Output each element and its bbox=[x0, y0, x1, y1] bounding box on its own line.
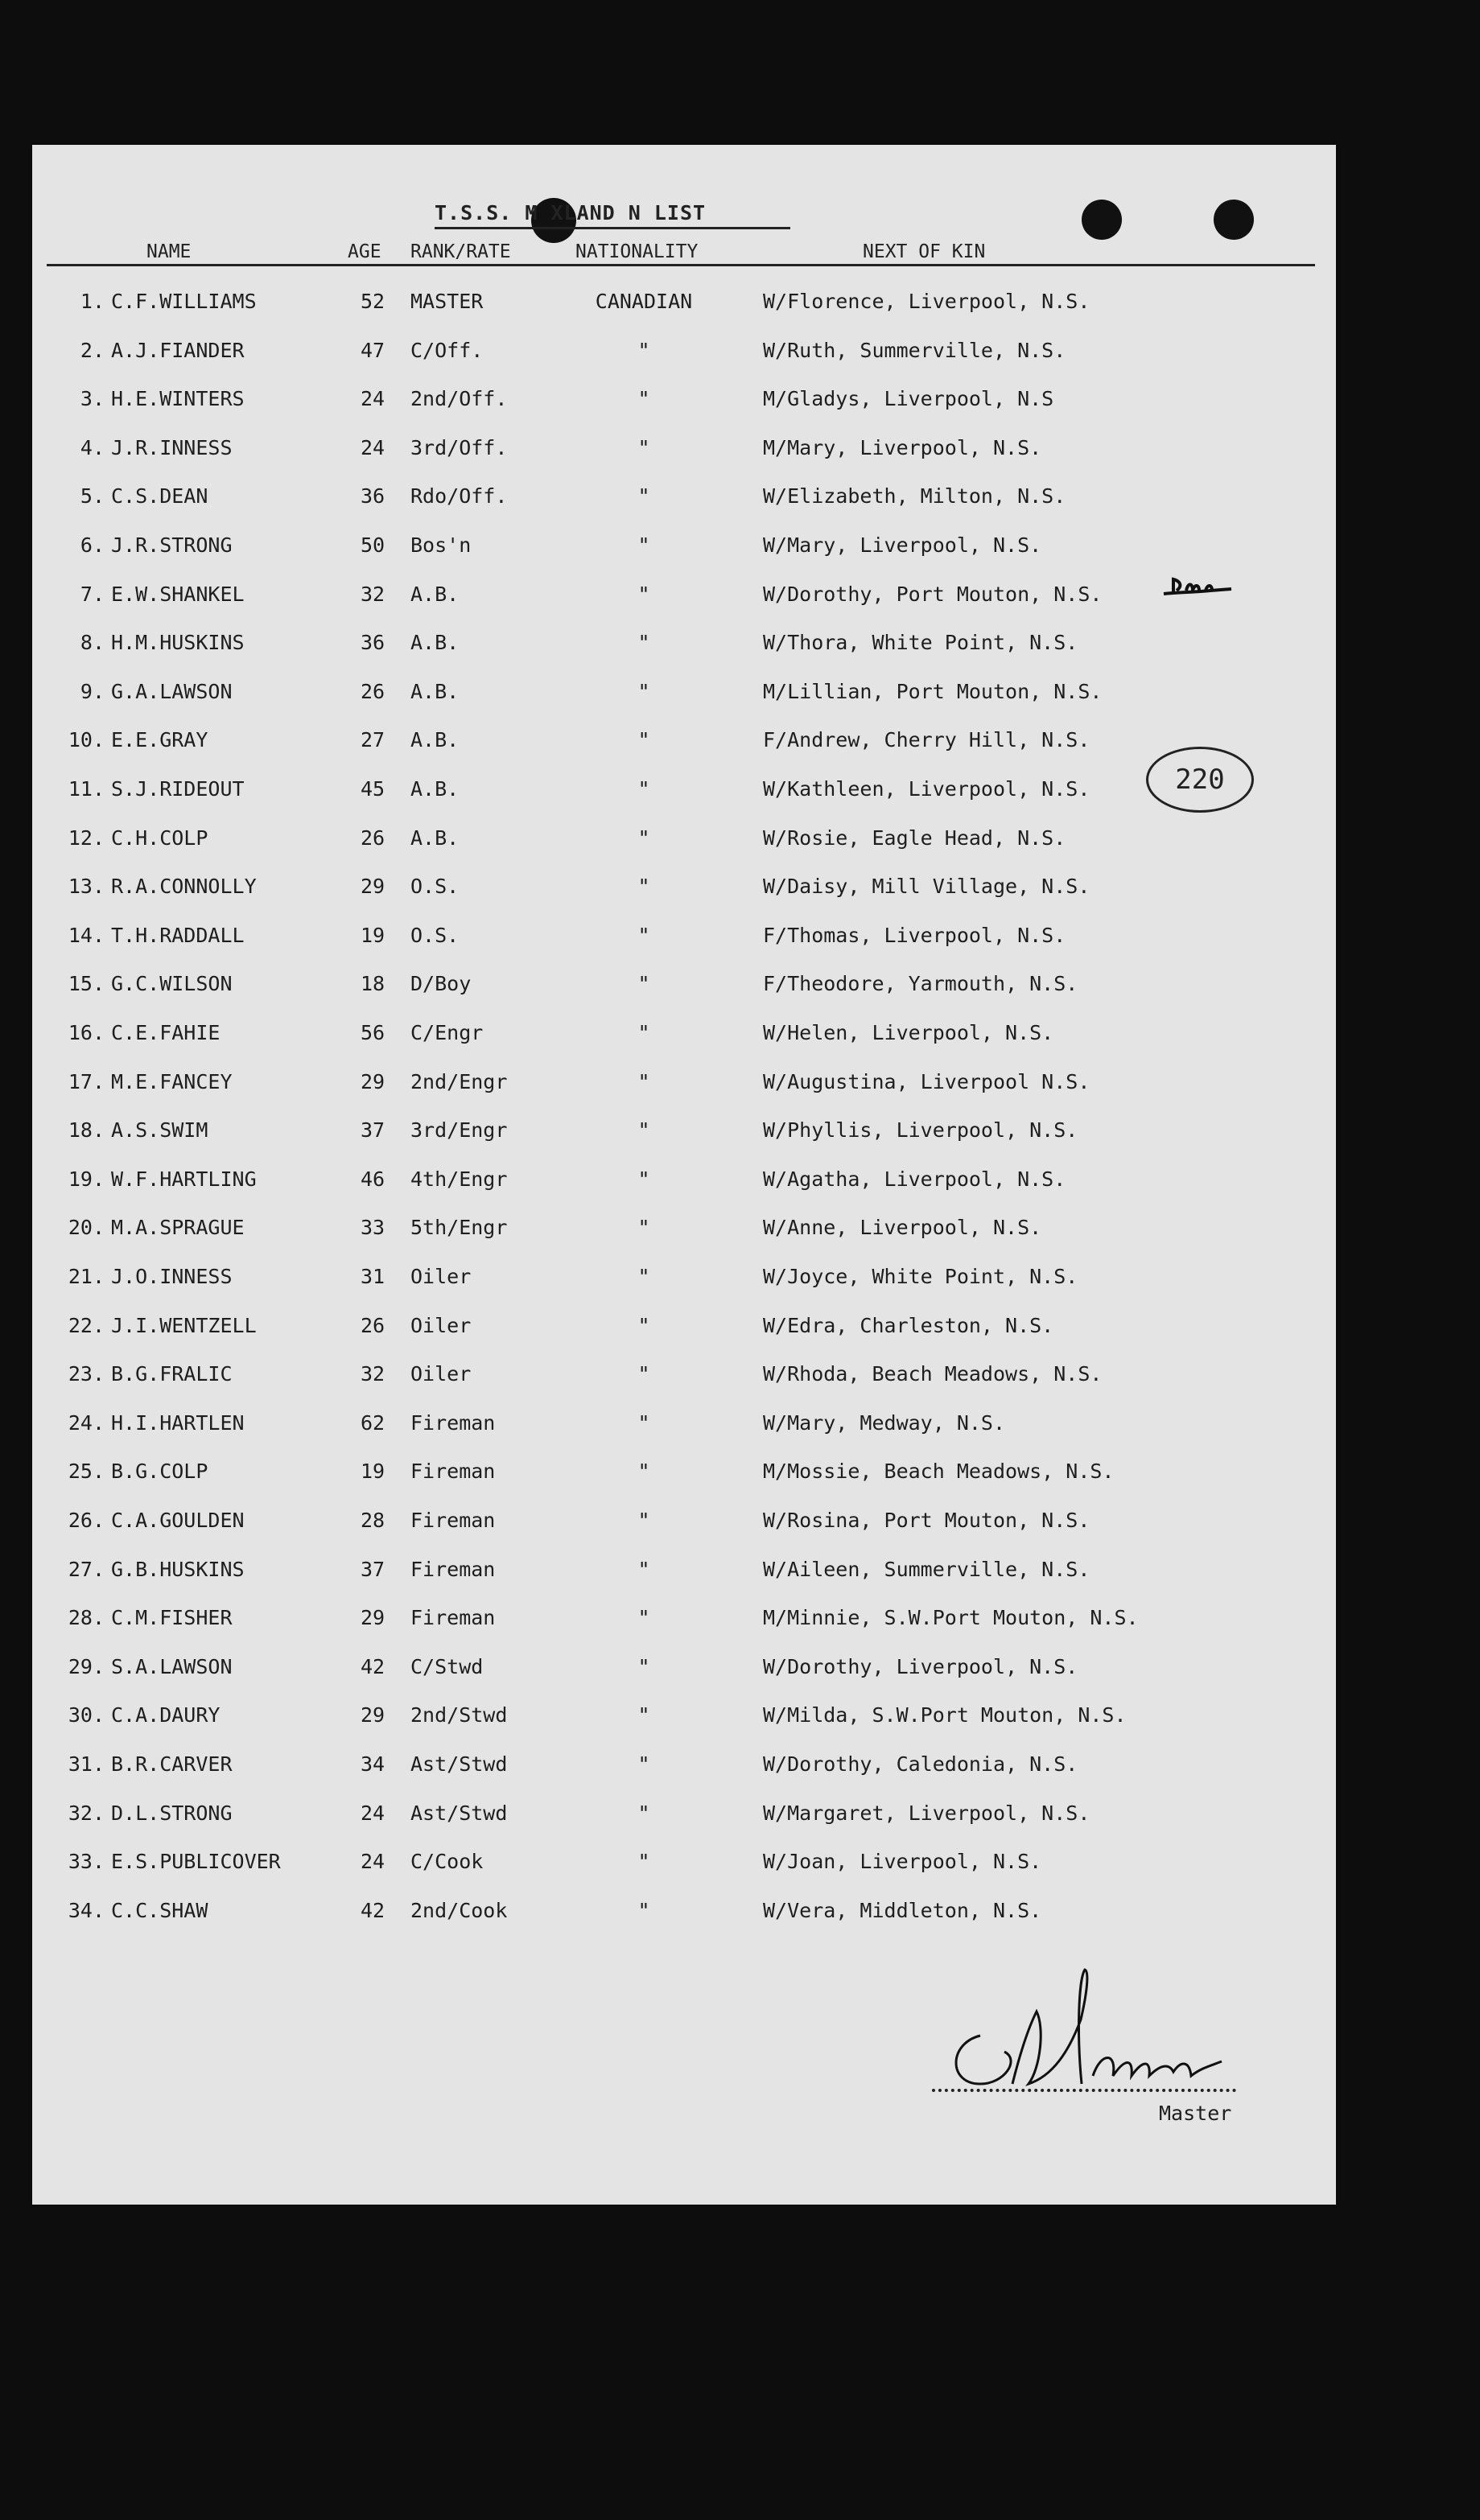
crew-rank: Bos'n bbox=[410, 533, 472, 557]
crew-rank: Oiler bbox=[410, 1265, 472, 1288]
crew-nationality: " bbox=[637, 728, 650, 752]
crew-number: 7. bbox=[80, 582, 105, 606]
crew-number: 10. bbox=[68, 728, 105, 752]
crew-number: 2. bbox=[80, 338, 105, 362]
crew-row bbox=[0, 1314, 1480, 1362]
crew-nationality: " bbox=[637, 1509, 650, 1532]
crew-age: 19 bbox=[361, 923, 385, 947]
crew-next-of-kin: W/Kathleen, Liverpool, N.S. bbox=[763, 777, 1090, 801]
crew-rank: C/Stwd bbox=[410, 1654, 484, 1678]
crew-rank: Fireman bbox=[410, 1460, 496, 1484]
crew-age: 47 bbox=[361, 338, 385, 362]
crew-nationality: " bbox=[637, 1557, 650, 1581]
crew-nationality: " bbox=[637, 1850, 650, 1874]
crew-rank: Fireman bbox=[410, 1509, 496, 1532]
crew-name: J.I.WENTZELL bbox=[111, 1313, 257, 1337]
crew-nationality: CANADIAN bbox=[595, 290, 693, 313]
crew-rank: Fireman bbox=[410, 1410, 496, 1435]
crew-number: 16. bbox=[68, 1021, 105, 1044]
crew-rank: Oiler bbox=[410, 1362, 472, 1386]
crew-age: 32 bbox=[361, 1362, 385, 1386]
crew-name: B.G.COLP bbox=[111, 1460, 208, 1484]
crew-name: C.M.FISHER bbox=[111, 1606, 233, 1630]
crew-name: C.S.DEAN bbox=[111, 484, 208, 509]
crew-nationality: " bbox=[637, 679, 650, 703]
crew-name: T.H.RADDALL bbox=[111, 923, 245, 947]
crew-rank: A.B. bbox=[410, 679, 460, 703]
crew-number: 26. bbox=[68, 1509, 105, 1532]
crew-next-of-kin: W/Florence, Liverpool, N.S. bbox=[763, 290, 1090, 313]
crew-rank: Ast/Stwd bbox=[410, 1801, 508, 1825]
crew-next-of-kin: W/Joyce, White Point, N.S. bbox=[763, 1265, 1078, 1288]
crew-nationality: " bbox=[637, 826, 650, 850]
crew-next-of-kin: M/Minnie, S.W.Port Mouton, N.S. bbox=[763, 1606, 1139, 1630]
header-rule bbox=[47, 264, 1315, 266]
crew-row bbox=[0, 1411, 1480, 1460]
crew-name: C.A.GOULDEN bbox=[111, 1509, 245, 1532]
crew-nationality: " bbox=[637, 484, 650, 509]
crew-age: 31 bbox=[361, 1265, 385, 1288]
crew-number: 30. bbox=[68, 1703, 105, 1727]
crew-name: G.A.LAWSON bbox=[111, 679, 233, 703]
crew-name: C.C.SHAW bbox=[111, 1898, 208, 1922]
crew-number: 23. bbox=[68, 1362, 105, 1386]
crew-next-of-kin: W/Dorothy, Liverpool, N.S. bbox=[763, 1654, 1078, 1678]
crew-row bbox=[0, 1118, 1480, 1167]
crew-next-of-kin: W/Aileen, Summerville, N.S. bbox=[763, 1557, 1090, 1581]
crew-name: C.A.DAURY bbox=[111, 1703, 221, 1727]
crew-row bbox=[0, 290, 1480, 338]
crew-row bbox=[0, 339, 1480, 387]
crew-name: C.E.FAHIE bbox=[111, 1021, 221, 1044]
crew-row bbox=[0, 1216, 1480, 1264]
crew-name: D.L.STRONG bbox=[111, 1801, 233, 1825]
crew-name: C.H.COLP bbox=[111, 826, 208, 850]
page-number-stamp: 220 bbox=[1146, 747, 1254, 813]
crew-name: M.A.SPRAGUE bbox=[111, 1216, 245, 1240]
crew-rank: C/Cook bbox=[410, 1850, 484, 1874]
crew-row bbox=[0, 1167, 1480, 1216]
crew-name: W.F.HARTLING bbox=[111, 1167, 257, 1191]
crew-nationality: " bbox=[637, 923, 650, 947]
crew-nationality: " bbox=[637, 435, 650, 459]
crew-rank: A.B. bbox=[410, 728, 460, 752]
crew-next-of-kin: W/Dorothy, Caledonia, N.S. bbox=[763, 1752, 1078, 1776]
crew-nationality: " bbox=[637, 387, 650, 411]
crew-rank: Oiler bbox=[410, 1313, 472, 1337]
crew-age: 24 bbox=[361, 1850, 385, 1874]
crew-age: 36 bbox=[361, 631, 385, 655]
crew-number: 5. bbox=[80, 484, 105, 509]
crew-age: 37 bbox=[361, 1557, 385, 1581]
signature-line bbox=[932, 2089, 1236, 2092]
crew-age: 24 bbox=[361, 435, 385, 459]
crew-next-of-kin: W/Agatha, Liverpool, N.S. bbox=[763, 1167, 1066, 1191]
crew-next-of-kin: W/Anne, Liverpool, N.S. bbox=[763, 1216, 1042, 1240]
crew-row bbox=[0, 1850, 1480, 1898]
crew-row bbox=[0, 1703, 1480, 1752]
crew-number: 29. bbox=[68, 1654, 105, 1678]
crew-age: 62 bbox=[361, 1410, 385, 1435]
crew-next-of-kin: M/Lillian, Port Mouton, N.S. bbox=[763, 679, 1103, 703]
header-nationality: NATIONALITY bbox=[575, 241, 699, 262]
crew-row bbox=[0, 1265, 1480, 1313]
crew-age: 28 bbox=[361, 1509, 385, 1532]
crew-number: 21. bbox=[68, 1265, 105, 1288]
signature-title: Master bbox=[1159, 2102, 1232, 2125]
crew-rank: D/Boy bbox=[410, 972, 472, 996]
crew-row bbox=[0, 1801, 1480, 1850]
crew-name: H.E.WINTERS bbox=[111, 387, 245, 411]
crew-number: 33. bbox=[68, 1850, 105, 1874]
crew-number: 4. bbox=[80, 435, 105, 459]
crew-name: M.E.FANCEY bbox=[111, 1069, 233, 1093]
crew-next-of-kin: W/Augustina, Liverpool N.S. bbox=[763, 1069, 1090, 1093]
crew-next-of-kin: W/Rosina, Port Mouton, N.S. bbox=[763, 1509, 1090, 1532]
crew-nationality: " bbox=[637, 1606, 650, 1630]
crew-rank: 2nd/Cook bbox=[410, 1898, 508, 1922]
crew-age: 27 bbox=[361, 728, 385, 752]
crew-rank: Fireman bbox=[410, 1606, 496, 1630]
crew-name: J.O.INNESS bbox=[111, 1265, 233, 1288]
master-signature bbox=[932, 1963, 1238, 2108]
crew-name: S.J.RIDEOUT bbox=[111, 777, 245, 801]
header-name: NAME bbox=[146, 241, 192, 262]
crew-nationality: " bbox=[637, 1216, 650, 1240]
crew-name: R.A.CONNOLLY bbox=[111, 875, 257, 899]
crew-number: 28. bbox=[68, 1606, 105, 1630]
crew-number: 20. bbox=[68, 1216, 105, 1240]
crew-row bbox=[0, 1021, 1480, 1069]
crew-name: A.S.SWIM bbox=[111, 1118, 208, 1143]
crew-age: 24 bbox=[361, 387, 385, 411]
crew-rank: MASTER bbox=[410, 290, 484, 313]
crew-rank: C/Off. bbox=[410, 338, 484, 362]
crew-row bbox=[0, 777, 1480, 826]
crew-row bbox=[0, 1460, 1480, 1508]
crew-rank: 2nd/Stwd bbox=[410, 1703, 508, 1727]
handwritten-mark bbox=[1162, 574, 1235, 604]
crew-name: E.S.PUBLICOVER bbox=[111, 1850, 281, 1874]
punch-hole bbox=[1214, 200, 1254, 240]
crew-next-of-kin: M/Mossie, Beach Meadows, N.S. bbox=[763, 1460, 1115, 1484]
crew-name: A.J.FIANDER bbox=[111, 338, 245, 362]
crew-number: 13. bbox=[68, 875, 105, 899]
crew-age: 26 bbox=[361, 826, 385, 850]
crew-number: 32. bbox=[68, 1801, 105, 1825]
crew-rank: A.B. bbox=[410, 826, 460, 850]
crew-age: 52 bbox=[361, 290, 385, 313]
crew-nationality: " bbox=[637, 1801, 650, 1825]
crew-row bbox=[0, 875, 1480, 923]
crew-nationality: " bbox=[637, 1362, 650, 1386]
crew-age: 26 bbox=[361, 679, 385, 703]
crew-age: 56 bbox=[361, 1021, 385, 1044]
crew-next-of-kin: W/Edra, Charleston, N.S. bbox=[763, 1313, 1054, 1337]
crew-rank: 4th/Engr bbox=[410, 1167, 508, 1191]
crew-age: 37 bbox=[361, 1118, 385, 1143]
crew-number: 31. bbox=[68, 1752, 105, 1776]
crew-nationality: " bbox=[637, 1654, 650, 1678]
header-next-of-kin: NEXT OF KIN bbox=[863, 241, 986, 262]
crew-name: J.R.INNESS bbox=[111, 435, 233, 459]
crew-number: 8. bbox=[80, 631, 105, 655]
crew-age: 42 bbox=[361, 1898, 385, 1922]
crew-rank: Rdo/Off. bbox=[410, 484, 508, 509]
crew-next-of-kin: F/Thomas, Liverpool, N.S. bbox=[763, 923, 1066, 947]
crew-row bbox=[0, 387, 1480, 435]
crew-row bbox=[0, 436, 1480, 484]
crew-age: 29 bbox=[361, 1606, 385, 1630]
crew-name: B.G.FRALIC bbox=[111, 1362, 233, 1386]
crew-name: E.E.GRAY bbox=[111, 728, 208, 752]
crew-next-of-kin: W/Milda, S.W.Port Mouton, N.S. bbox=[763, 1703, 1127, 1727]
crew-next-of-kin: W/Rosie, Eagle Head, N.S. bbox=[763, 826, 1066, 850]
crew-next-of-kin: F/Theodore, Yarmouth, N.S. bbox=[763, 972, 1078, 996]
crew-number: 24. bbox=[68, 1410, 105, 1435]
crew-rank: 3rd/Off. bbox=[410, 435, 508, 459]
crew-name: E.W.SHANKEL bbox=[111, 582, 245, 606]
crew-nationality: " bbox=[637, 1703, 650, 1727]
crew-rank: O.S. bbox=[410, 875, 460, 899]
crew-next-of-kin: W/Helen, Liverpool, N.S. bbox=[763, 1021, 1054, 1044]
crew-age: 29 bbox=[361, 875, 385, 899]
crew-name: S.A.LAWSON bbox=[111, 1654, 233, 1678]
crew-nationality: " bbox=[637, 875, 650, 899]
punch-hole bbox=[1082, 200, 1122, 240]
crew-number: 27. bbox=[68, 1557, 105, 1581]
crew-nationality: " bbox=[637, 533, 650, 557]
crew-next-of-kin: M/Mary, Liverpool, N.S. bbox=[763, 435, 1042, 459]
crew-rank: Ast/Stwd bbox=[410, 1752, 508, 1776]
crew-row bbox=[0, 1655, 1480, 1703]
crew-row bbox=[0, 1606, 1480, 1654]
crew-nationality: " bbox=[637, 631, 650, 655]
crew-rank: A.B. bbox=[410, 631, 460, 655]
crew-nationality: " bbox=[637, 338, 650, 362]
crew-nationality: " bbox=[637, 972, 650, 996]
crew-rank: 2nd/Engr bbox=[410, 1069, 508, 1093]
crew-number: 19. bbox=[68, 1167, 105, 1191]
crew-nationality: " bbox=[637, 1752, 650, 1776]
crew-name: H.M.HUSKINS bbox=[111, 631, 245, 655]
crew-row bbox=[0, 1752, 1480, 1801]
crew-nationality: " bbox=[637, 1313, 650, 1337]
crew-next-of-kin: W/Margaret, Liverpool, N.S. bbox=[763, 1801, 1090, 1825]
crew-number: 34. bbox=[68, 1898, 105, 1922]
crew-row bbox=[0, 631, 1480, 679]
crew-age: 33 bbox=[361, 1216, 385, 1240]
crew-row bbox=[0, 972, 1480, 1020]
crew-name: B.R.CARVER bbox=[111, 1752, 233, 1776]
crew-rank: 3rd/Engr bbox=[410, 1118, 508, 1143]
crew-next-of-kin: W/Ruth, Summerville, N.S. bbox=[763, 338, 1066, 362]
crew-nationality: " bbox=[637, 1167, 650, 1191]
crew-row bbox=[0, 583, 1480, 631]
crew-number: 3. bbox=[80, 387, 105, 411]
crew-number: 14. bbox=[68, 923, 105, 947]
crew-rank: O.S. bbox=[410, 923, 460, 947]
crew-rank: C/Engr bbox=[410, 1021, 484, 1044]
crew-next-of-kin: W/Elizabeth, Milton, N.S. bbox=[763, 484, 1066, 509]
crew-nationality: " bbox=[637, 1021, 650, 1044]
crew-next-of-kin: W/Thora, White Point, N.S. bbox=[763, 631, 1078, 655]
crew-next-of-kin: W/Vera, Middleton, N.S. bbox=[763, 1898, 1042, 1922]
crew-nationality: " bbox=[637, 1069, 650, 1093]
crew-rank: 5th/Engr bbox=[410, 1216, 508, 1240]
crew-age: 50 bbox=[361, 533, 385, 557]
header-rank: RANK/RATE bbox=[410, 241, 511, 262]
crew-row bbox=[0, 1558, 1480, 1606]
crew-rank: A.B. bbox=[410, 777, 460, 801]
crew-age: 42 bbox=[361, 1654, 385, 1678]
crew-name: G.C.WILSON bbox=[111, 972, 233, 996]
crew-number: 11. bbox=[68, 777, 105, 801]
crew-row bbox=[0, 1509, 1480, 1557]
crew-number: 15. bbox=[68, 972, 105, 996]
crew-nationality: " bbox=[637, 1118, 650, 1143]
crew-number: 17. bbox=[68, 1069, 105, 1093]
crew-age: 29 bbox=[361, 1069, 385, 1093]
crew-number: 12. bbox=[68, 826, 105, 850]
crew-nationality: " bbox=[637, 1460, 650, 1484]
crew-nationality: " bbox=[637, 1410, 650, 1435]
crew-name: J.R.STRONG bbox=[111, 533, 233, 557]
crew-row bbox=[0, 484, 1480, 533]
crew-age: 19 bbox=[361, 1460, 385, 1484]
title-underline bbox=[435, 227, 790, 229]
header-age: AGE bbox=[348, 241, 381, 262]
crew-next-of-kin: W/Mary, Medway, N.S. bbox=[763, 1410, 1006, 1435]
crew-next-of-kin: W/Daisy, Mill Village, N.S. bbox=[763, 875, 1090, 899]
crew-next-of-kin: M/Gladys, Liverpool, N.S bbox=[763, 387, 1054, 411]
document-title: T.S.S. M XLAND N LIST bbox=[435, 201, 707, 224]
crew-rank: A.B. bbox=[410, 582, 460, 606]
crew-rank: Fireman bbox=[410, 1557, 496, 1581]
crew-number: 6. bbox=[80, 533, 105, 557]
crew-name: G.B.HUSKINS bbox=[111, 1557, 245, 1581]
crew-age: 46 bbox=[361, 1167, 385, 1191]
crew-next-of-kin: W/Mary, Liverpool, N.S. bbox=[763, 533, 1042, 557]
crew-row bbox=[0, 533, 1480, 582]
crew-row bbox=[0, 924, 1480, 972]
crew-row bbox=[0, 728, 1480, 776]
crew-row bbox=[0, 1899, 1480, 1947]
crew-age: 29 bbox=[361, 1703, 385, 1727]
crew-nationality: " bbox=[637, 1898, 650, 1922]
crew-age: 34 bbox=[361, 1752, 385, 1776]
crew-age: 18 bbox=[361, 972, 385, 996]
crew-row bbox=[0, 1362, 1480, 1410]
crew-next-of-kin: W/Joan, Liverpool, N.S. bbox=[763, 1850, 1042, 1874]
crew-name: C.F.WILLIAMS bbox=[111, 290, 257, 313]
crew-age: 26 bbox=[361, 1313, 385, 1337]
crew-next-of-kin: W/Phyllis, Liverpool, N.S. bbox=[763, 1118, 1078, 1143]
crew-next-of-kin: W/Dorothy, Port Mouton, N.S. bbox=[763, 582, 1103, 606]
crew-number: 22. bbox=[68, 1313, 105, 1337]
crew-number: 9. bbox=[80, 679, 105, 703]
crew-next-of-kin: F/Andrew, Cherry Hill, N.S. bbox=[763, 728, 1090, 752]
crew-nationality: " bbox=[637, 1265, 650, 1288]
crew-age: 36 bbox=[361, 484, 385, 509]
crew-row bbox=[0, 1070, 1480, 1118]
crew-row bbox=[0, 826, 1480, 875]
crew-number: 1. bbox=[80, 290, 105, 313]
crew-row bbox=[0, 680, 1480, 728]
crew-rank: 2nd/Off. bbox=[410, 387, 508, 411]
crew-number: 18. bbox=[68, 1118, 105, 1143]
crew-nationality: " bbox=[637, 777, 650, 801]
crew-age: 32 bbox=[361, 582, 385, 606]
crew-next-of-kin: W/Rhoda, Beach Meadows, N.S. bbox=[763, 1362, 1103, 1386]
crew-nationality: " bbox=[637, 582, 650, 606]
crew-name: H.I.HARTLEN bbox=[111, 1410, 245, 1435]
crew-age: 24 bbox=[361, 1801, 385, 1825]
crew-number: 25. bbox=[68, 1460, 105, 1484]
crew-age: 45 bbox=[361, 777, 385, 801]
